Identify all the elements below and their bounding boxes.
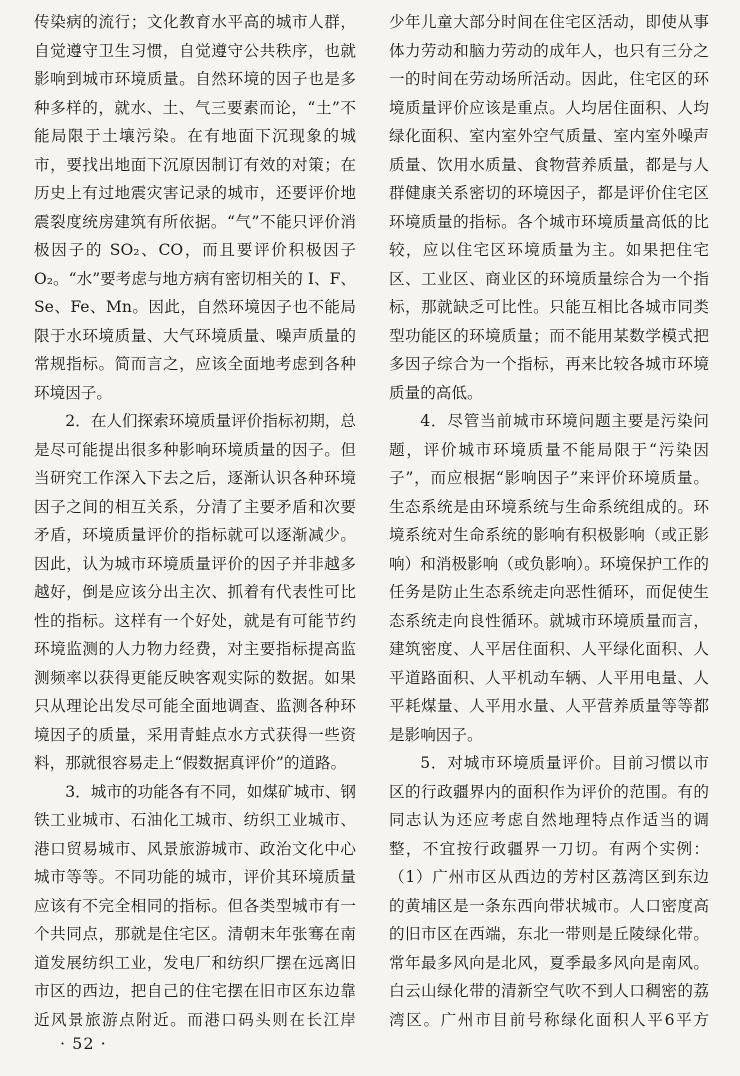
paragraph-3-continued: 少年儿童大部分时间在住宅区活动，即使从事体力劳动和脑力劳动的成年人，也只有三分之一的时间在劳动场所活动。因此，住宅区的环境质量评价应该是重点。人均居住面积、人均绿化面积、室内室外空气质量、室内室外噪声质量、饮用水质量、食物营养质量，都是与人群健康关系密切的环境因子，都是评价住宅区环境质量的指标。各个城市环境质量高低的比较，应以住宅区环境质量为主。如果把住宅区、工业区、商业区的环境质量综合为一个指标，那就缺乏可比性。只能互相比各城市同类型功能区的环境质量；而不能用某数学模式把多因子综合为一个指标，再来比较各城市环境质量的高低。 bbox=[389, 13, 709, 402]
page-number: · 52 · bbox=[60, 1034, 107, 1053]
paragraph-continued: 传染病的流行；文化教育水平高的城市人群，自觉遵守卫生习惯，自觉遵守公共秩序，也就影响到城市环境质量。自然环境的因子也是多种多样的，就水、土、气三要素而论，“土”不能局限于土壤污染。在有地面下沉现象的城市，要找出地面下沉原因制订有效的对策；在历史上有过地震灾害记录的城市，还要评价地震裂度统房建筑有所依据。“气”不能只评价消极因子的 SO₂、CO，而且要评价积极因子O₂。“水”要考虑与地方病有密切相关的 I、F、Se、Fe、Mn。因此，自然环境因子也不能局限于水环境质量、大气环境质量、噪声质量的常规指标。简而言之，应该全面地考虑到各种环境因子。 bbox=[34, 13, 356, 402]
paragraph-3: 3．城市的功能各有不同，如煤矿城市、钢铁工业城市、石油化工城市、纺织工业城市、港口贸易城市、风景旅游城市、政治文化中心城市等等。不同功能的城市，评价其环境质量应该有不完全相同的指标。但各类型城市有一个共同点，那就是住宅区。清朝末年张骞在南道发展纺织工业，发电厂和纺织厂摆在远离旧市区的西边，把自己的住宅摆在旧市区东边靠近风景旅游点附近。而港口码头则在长江岸 bbox=[34, 782, 356, 1028]
paragraph-5: 5．对城市环境质量评价。目前习惯以市区的行政疆界内的面积作为评价的范围。有的同志认为还应考虑自然地理特点作适当的调整，不宜按行政疆界一刀切。有两个实例：（1）广州市区从西边的芳村区荔湾区到东边的黄埔区是一条东西向带状城市。人口密度高的旧市区在西端，东北一带则是丘陵绿化带。常年最多风向是北风，夏季最多风向是南风。白云山绿化带的清新空气吹不到人口稠密的荔湾区。广州市目前号称绿化面积人平6平方 bbox=[389, 754, 709, 1028]
right-column bbox=[389, 8, 709, 1028]
paragraph-2: 2．在人们探索环境质量评价指标初期，总是尽可能提出很多种影响环境质量的因子。但当研究工作深入下去之后，逐渐认识各种环境因子之间的相互关系，分清了主要矛盾和次要矛盾，环境质量评价的指标就可以逐渐减少。因此，认为城市环境质量评价的因子并非越多越好，倒是应该分出主次、抓着有代表性可比性的指标。这样有一个好处，就是有可能节约环境监测的人力物力经费，对主要指标提高监测频率以获得更能反映客观实际的数据。如果只从理论出发尽可能全面地调查、监测各种环境因子的质量，采用青蛙点水方式获得一些资料，那就很容易走上“假数据真评价”的道路。 bbox=[34, 412, 356, 772]
left-column bbox=[34, 8, 356, 1028]
paragraph-4: 4．尽管当前城市环境问题主要是污染问题，评价城市环境质量不能局限于“污染因子”，而应根据“影响因子”来评价环境质量。生态系统是由环境系统与生命系统组成的。环境系统对生命系统的影响有积极影响（或正影响）和消极影响（或负影响）。环境保护工作的任务是防止生态系统走向恶性循环，而促使生态系统走向良性循环。就城市环境质量而言，建筑密度、人平居住面积、人平绿化面积、人平道路面积、人平机动车辆、人平用电量、人平耗煤量、人平用水量、人平营养质量等等都是影响因子。 bbox=[389, 412, 709, 744]
